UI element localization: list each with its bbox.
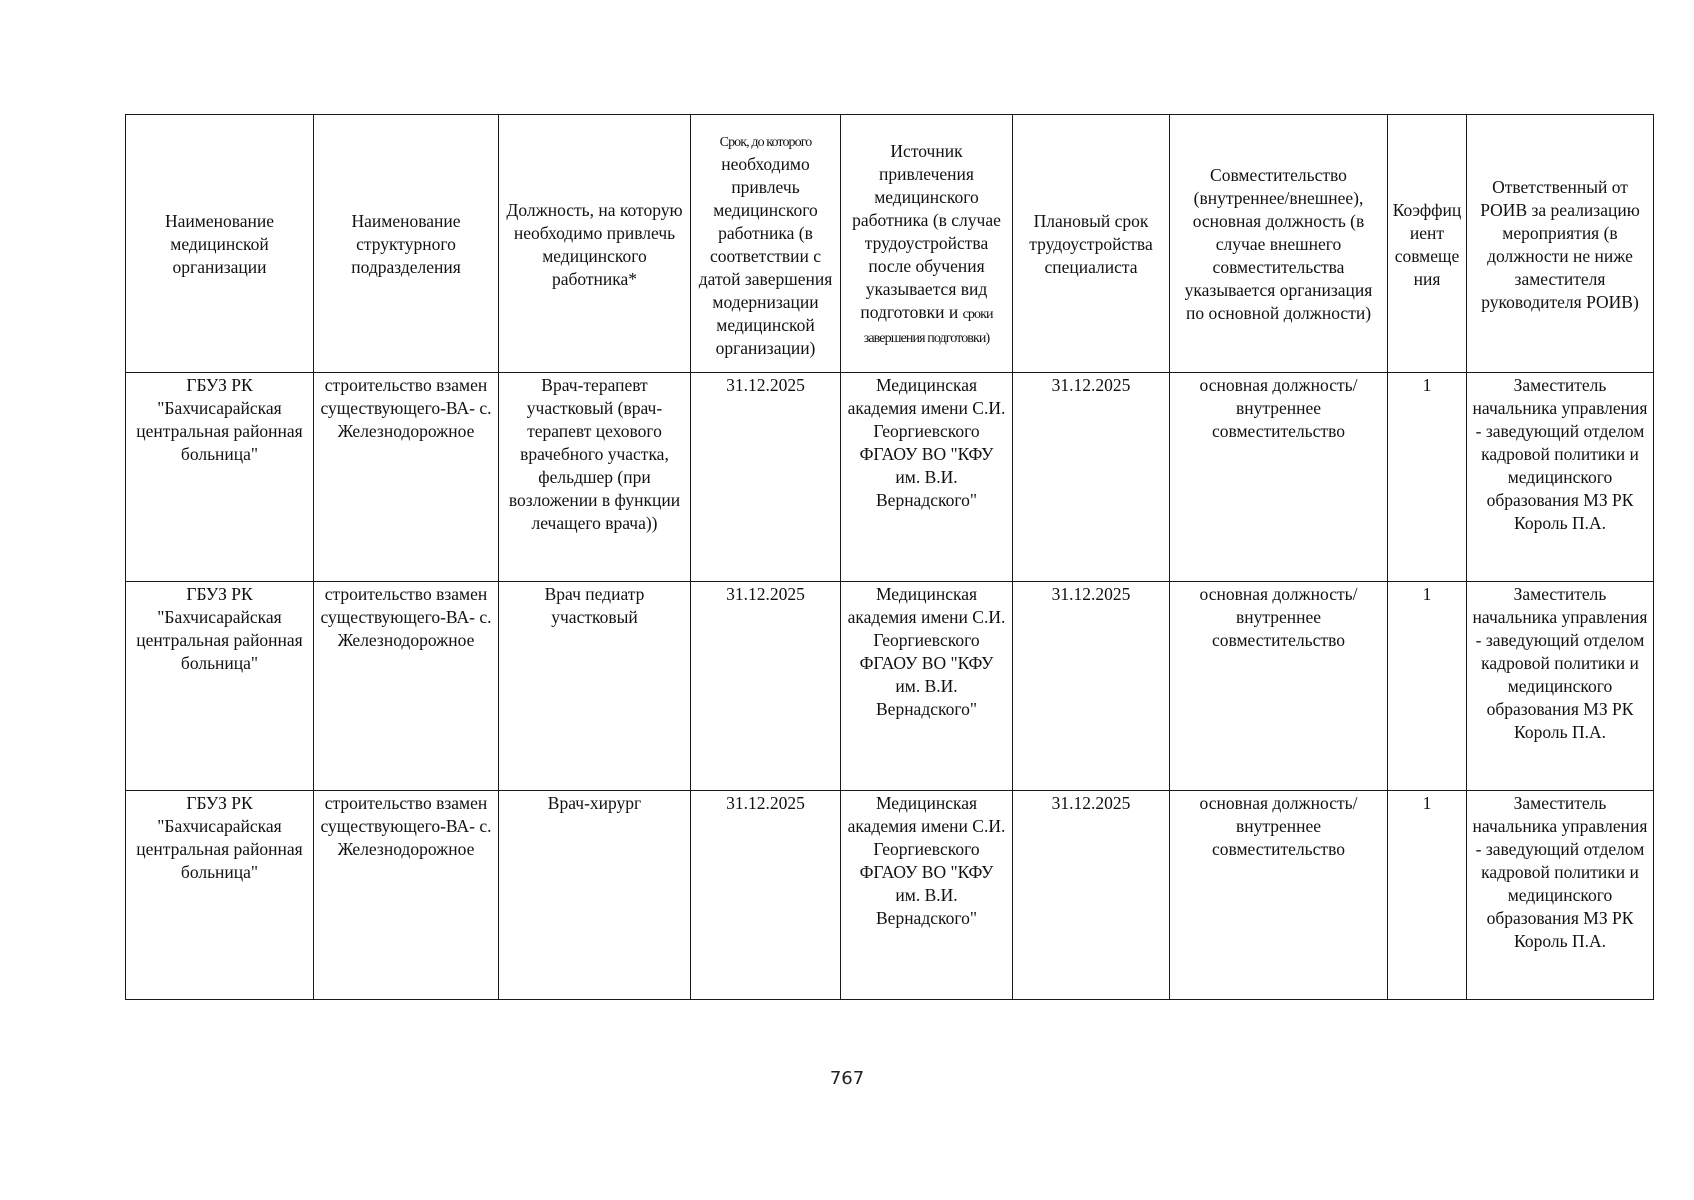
cell-source: Медицинская академия имени С.И. Георгиевского ФГАОУ ВО "КФУ им. В.И. Вернадского" [841, 373, 1013, 582]
cell-deadline: 31.12.2025 [691, 791, 841, 1000]
header-planned-date: Плановый срок трудоустройства специалиста [1013, 115, 1170, 373]
header-deadline [691, 115, 841, 373]
cell-source: Медицинская академия имени С.И. Георгиевского ФГАОУ ВО "КФУ им. В.И. Вернадского" [841, 791, 1013, 1000]
cell-coefficient: 1 [1388, 791, 1467, 1000]
header-deadline-rest: необходимо привлечь медицинского работника (в соответствии с датой завершения модернизации медицинской организации) [698, 154, 833, 358]
header-position: Должность, на которую необходимо привлечь медицинского работника* [499, 115, 691, 373]
cell-planned: 31.12.2025 [1013, 582, 1170, 791]
cell-coefficient: 1 [1388, 582, 1467, 791]
table-header-row [126, 115, 1654, 373]
cell-org: ГБУЗ РК "Бахчисарайская центральная районная больница" [126, 582, 314, 791]
cell-planned: 31.12.2025 [1013, 791, 1170, 1000]
header-responsible: Ответственный от РОИВ за реализацию мероприятия (в должности не ниже заместителя руководителя РОИВ) [1467, 115, 1654, 373]
cell-planned: 31.12.2025 [1013, 373, 1170, 582]
table-row [126, 582, 1654, 791]
cell-combination: основная должность/ внутреннее совместительство [1170, 373, 1388, 582]
cell-source: Медицинская академия имени С.И. Георгиевского ФГАОУ ВО "КФУ им. В.И. Вернадского" [841, 582, 1013, 791]
cell-combination: основная должность/ внутреннее совместительство [1170, 582, 1388, 791]
cell-unit: строительство взамен существующего-ВА- с. Железнодорожное [314, 582, 499, 791]
header-org-name: Наименование медицинской организации [126, 115, 314, 373]
staffing-table [125, 114, 1654, 1000]
cell-responsible: Заместитель начальника управления - заведующий отделом кадровой политики и медицинского образования МЗ РК Король П.А. [1467, 791, 1654, 1000]
cell-responsible: Заместитель начальника управления - заведующий отделом кадровой политики и медицинского образования МЗ РК Король П.А. [1467, 373, 1654, 582]
header-source [841, 115, 1013, 373]
cell-position: Врач-терапевт участковый (врач-терапевт цехового врачебного участка, фельдшер (при возложении в функции лечащего врача)) [499, 373, 691, 582]
header-deadline-small: Срок, до которого [719, 135, 812, 150]
header-combination: Совместительство (внутреннее/внешнее), основная должность (в случае внешнего совместительства указывается организация по основной должности) [1170, 115, 1388, 373]
header-coefficient: Коэффициент совмещения [1388, 115, 1467, 373]
page-number: 767 [829, 1068, 865, 1089]
table-row [126, 373, 1654, 582]
cell-deadline: 31.12.2025 [691, 373, 841, 582]
header-source-small: сроки завершения подготовки) [863, 307, 993, 346]
header-source-main: Источник привлечения медицинского работника (в случае трудоустройства после обучения указывается вид подготовки и [852, 141, 1001, 322]
header-unit-name: Наименование структурного подразделения [314, 115, 499, 373]
cell-org: ГБУЗ РК "Бахчисарайская центральная районная больница" [126, 373, 314, 582]
cell-responsible: Заместитель начальника управления - заведующий отделом кадровой политики и медицинского образования МЗ РК Король П.А. [1467, 582, 1654, 791]
cell-position: Врач-хирург [499, 791, 691, 1000]
cell-unit: строительство взамен существующего-ВА- с. Железнодорожное [314, 791, 499, 1000]
cell-position: Врач педиатр участковый [499, 582, 691, 791]
cell-coefficient: 1 [1388, 373, 1467, 582]
cell-unit: строительство взамен существующего-ВА- с. Железнодорожное [314, 373, 499, 582]
cell-combination: основная должность/ внутреннее совместительство [1170, 791, 1388, 1000]
cell-org: ГБУЗ РК "Бахчисарайская центральная районная больница" [126, 791, 314, 1000]
table-row [126, 791, 1654, 1000]
cell-deadline: 31.12.2025 [691, 582, 841, 791]
